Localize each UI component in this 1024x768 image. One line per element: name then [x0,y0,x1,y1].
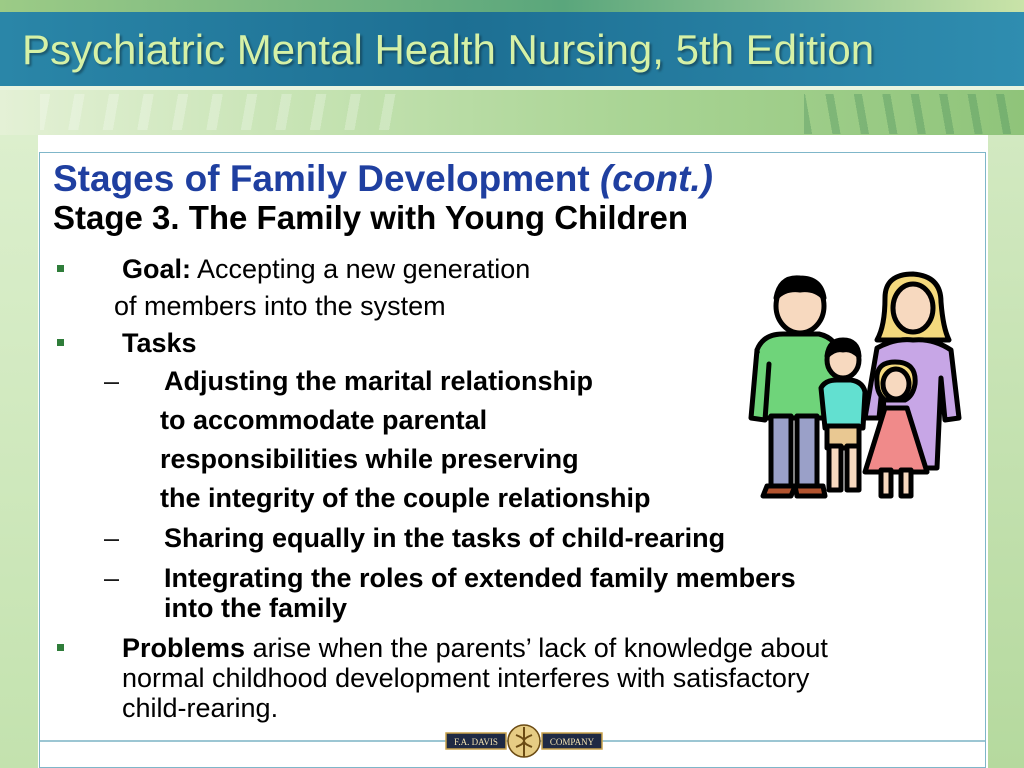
goal-line-2: of members into the system [114,291,446,321]
slide-subheading: Stage 3. The Family with Young Children [53,199,689,236]
header-decoration-left [40,94,400,130]
task-3-line-1: Integrating the roles of extended family members [164,563,796,593]
header-top-stripe [0,0,1024,12]
square-bullet-icon [57,644,64,651]
square-bullet-icon [57,339,64,346]
task-3-line-2: into the family [164,593,348,623]
header-decoration-right [804,94,1024,134]
tasks-label: Tasks [122,328,197,358]
problems-line-3: child-rearing. [122,693,279,723]
task-1-line-2: to accommodate parental [160,405,488,435]
left-sidebar-decoration [0,135,38,768]
family-clipart-icon [745,268,970,503]
dash-bullet-icon: – [104,366,120,396]
dash-bullet-icon: – [104,563,120,593]
problems-label: Problems [122,633,246,663]
presentation-title: Psychiatric Mental Health Nursing, 5th Edition [22,26,875,73]
task-1-line-4: the integrity of the couple relationship [160,483,651,513]
goal-line-1 [122,254,530,285]
title-bar-divider [0,86,1024,90]
goal-label: Goal: [122,254,192,284]
problems-line-2: normal childhood development interferes with satisfactory [122,663,810,693]
logo-left-text: F.A. DAVIS [454,737,498,747]
goal-text: Accepting a new generation [197,254,531,284]
problems-text: arise when the parents’ lack of knowledge about [252,633,828,663]
dash-bullet-icon: – [104,523,120,553]
problems-line-1 [122,633,828,664]
slide-heading-block [53,156,953,238]
task-1-line-1: Adjusting the marital relationship [164,366,594,396]
square-bullet-icon [57,265,64,272]
task-2-line-1: Sharing equally in the tasks of child-rearing [164,523,726,553]
slide-heading [53,156,953,202]
caduceus-logo-icon [444,723,604,759]
right-sidebar-decoration [988,135,1024,768]
slide-heading-text: Stages of Family Development [53,158,590,199]
task-1-line-3: responsibilities while preserving [160,444,579,474]
slide-heading-suffix: (cont.) [599,158,713,199]
logo-right-text: COMPANY [549,737,595,747]
